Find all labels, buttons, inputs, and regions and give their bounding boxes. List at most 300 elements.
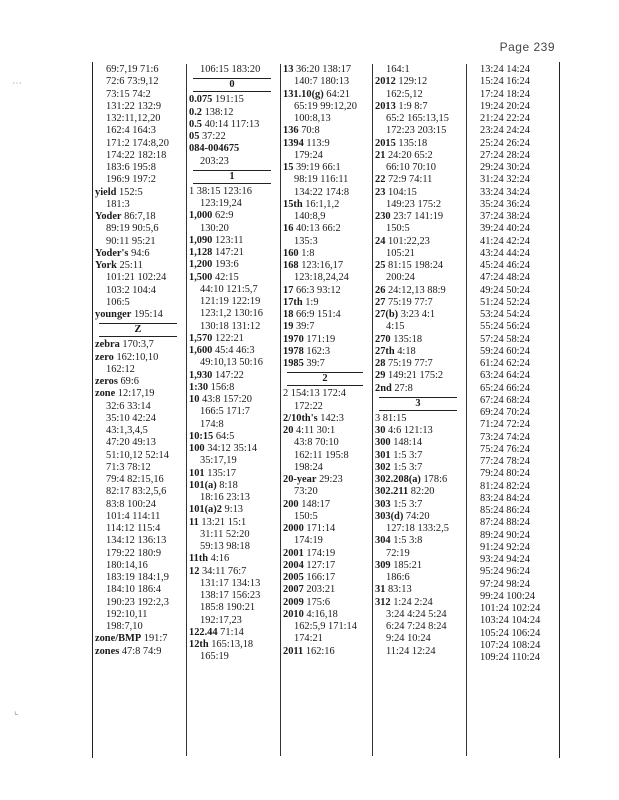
index-continuation-line bbox=[469, 162, 557, 174]
index-term: 101 bbox=[189, 467, 205, 479]
page-line-refs: 183:19 184:1,9 bbox=[106, 572, 169, 583]
column-divider bbox=[466, 64, 467, 756]
index-continuation-line bbox=[95, 609, 185, 621]
index-entry bbox=[283, 597, 371, 609]
page-line-refs: 83:24 84:24 bbox=[480, 492, 530, 504]
index-continuation-line bbox=[469, 321, 557, 333]
index-entry bbox=[189, 394, 279, 406]
index-entry bbox=[375, 499, 465, 511]
index-term: 2010 bbox=[283, 608, 304, 620]
index-term: 13 bbox=[283, 64, 294, 75]
index-continuation-line bbox=[283, 462, 371, 474]
index-continuation-line bbox=[95, 621, 185, 633]
page-line-refs: 165:13,18 bbox=[208, 639, 254, 650]
index-term: 2nd bbox=[375, 382, 392, 394]
page-line-refs: 162:11 195:8 bbox=[294, 449, 349, 461]
index-term: 17 bbox=[283, 284, 294, 296]
page-line-refs: 67:24 68:24 bbox=[480, 394, 530, 406]
page-line-refs: 192:17,23 bbox=[200, 614, 242, 626]
page-line-refs: 51:10,12 52:14 bbox=[106, 449, 169, 461]
index-term: 2015 bbox=[375, 137, 396, 149]
page-line-refs: 114:12 115:4 bbox=[106, 523, 161, 534]
index-entry bbox=[283, 499, 371, 511]
page-line-refs: 23:7 141:19 bbox=[390, 211, 444, 222]
index-continuation-line bbox=[469, 174, 557, 186]
page-line-refs: 175:6 bbox=[303, 596, 331, 608]
page-line-refs: 1:8 bbox=[298, 247, 315, 259]
index-continuation-line bbox=[189, 529, 279, 541]
index-continuation-line bbox=[189, 198, 279, 210]
index-entry bbox=[189, 345, 279, 357]
index-entry bbox=[283, 248, 371, 260]
index-entry bbox=[189, 247, 279, 259]
page-line-refs: 101:24 102:24 bbox=[480, 603, 541, 614]
index-term: 2005 bbox=[283, 572, 304, 583]
index-term: 28 bbox=[375, 358, 386, 369]
index-term: zone bbox=[95, 388, 116, 400]
page-line-refs: 17:24 18:24 bbox=[480, 88, 530, 100]
index-continuation-line bbox=[189, 223, 279, 235]
index-entry bbox=[375, 150, 465, 162]
page-line-refs: 179:22 180:9 bbox=[106, 547, 162, 559]
page-line-refs: 11:24 12:24 bbox=[386, 645, 436, 657]
page-line-refs: 51:24 52:24 bbox=[480, 296, 530, 308]
index-term: 300 bbox=[375, 437, 391, 449]
page-line-refs: 41:24 42:24 bbox=[480, 235, 530, 247]
page-line-refs: 1:9 8:7 bbox=[395, 100, 428, 112]
index-continuation-line bbox=[95, 450, 185, 462]
index-entry bbox=[375, 511, 465, 523]
index-term: 1985 bbox=[283, 358, 304, 369]
index-continuation-line bbox=[283, 437, 371, 449]
index-entry bbox=[189, 259, 279, 271]
index-term: zones bbox=[95, 645, 120, 657]
index-entry bbox=[283, 646, 371, 658]
page-line-refs: 149:21 175:2 bbox=[385, 370, 444, 382]
index-continuation-line bbox=[95, 364, 185, 376]
index-entry bbox=[375, 334, 465, 346]
index-term: 2/10th's bbox=[283, 412, 318, 424]
index-continuation-line bbox=[95, 101, 185, 113]
index-term: York bbox=[95, 260, 117, 271]
index-continuation-line bbox=[95, 285, 185, 297]
page-line-refs: 27:24 28:24 bbox=[480, 149, 530, 161]
page-line-refs: 162:5,12 bbox=[386, 88, 423, 100]
page-line-refs: 113:9 bbox=[303, 137, 330, 149]
index-term: 101(a) bbox=[189, 479, 217, 491]
index-entry bbox=[189, 143, 279, 155]
index-entry bbox=[375, 560, 465, 572]
page-line-refs: 3:23 4:1 bbox=[398, 309, 436, 320]
page-line-refs: 19:24 20:24 bbox=[480, 100, 530, 112]
index-continuation-line bbox=[283, 535, 371, 547]
page-line-refs: 101:22,23 bbox=[385, 235, 430, 247]
page-line-refs: 135:3 bbox=[294, 235, 318, 247]
index-entry bbox=[189, 119, 279, 131]
page-line-refs: 185:21 bbox=[390, 559, 423, 571]
index-continuation-line bbox=[189, 357, 279, 369]
index-entry bbox=[375, 462, 465, 474]
page-line-refs: 35:10 42:24 bbox=[106, 412, 156, 424]
page-line-refs: 95:24 96:24 bbox=[480, 566, 530, 578]
index-entry bbox=[189, 235, 279, 247]
page-line-refs: 174:22 182:18 bbox=[106, 149, 167, 161]
page-line-refs: 24:12,13 88:9 bbox=[385, 284, 446, 296]
page-line-refs: 1:24 2:24 bbox=[390, 596, 433, 608]
index-continuation-line bbox=[189, 406, 279, 418]
page-line-refs: 190:23 192:2,3 bbox=[106, 596, 169, 608]
page-line-refs: 61:24 62:24 bbox=[480, 358, 530, 369]
index-column-5 bbox=[469, 64, 557, 760]
page-line-refs: 89:24 90:24 bbox=[480, 529, 530, 541]
index-continuation-line bbox=[469, 395, 557, 407]
page-line-refs: 29:24 30:24 bbox=[480, 162, 530, 173]
index-continuation-line bbox=[469, 432, 557, 444]
index-continuation-line bbox=[375, 633, 465, 645]
page-line-refs: 66:10 70:10 bbox=[386, 162, 436, 173]
index-entry bbox=[283, 223, 371, 235]
index-continuation-line bbox=[189, 321, 279, 333]
index-continuation-line bbox=[469, 615, 557, 627]
index-continuation-line bbox=[469, 481, 557, 493]
index-continuation-line bbox=[469, 591, 557, 603]
index-entry bbox=[375, 101, 465, 113]
page-line-refs: 131:22 132:9 bbox=[106, 100, 162, 112]
page-line-refs: 8:18 bbox=[216, 479, 238, 491]
page-line-refs: 149:23 175:2 bbox=[386, 198, 442, 210]
index-continuation-line bbox=[189, 296, 279, 308]
page-line-refs: 79:4 82:15,16 bbox=[106, 474, 164, 485]
index-term: 303(d) bbox=[375, 510, 404, 522]
page-line-refs: 44:10 121:5,7 bbox=[200, 283, 258, 295]
page-line-refs: 18:16 23:13 bbox=[200, 492, 250, 503]
index-term: 309 bbox=[375, 559, 391, 571]
index-continuation-line bbox=[95, 462, 185, 474]
index-continuation-line bbox=[95, 150, 185, 162]
index-continuation-line bbox=[469, 456, 557, 468]
index-entry bbox=[283, 297, 371, 309]
index-continuation-line bbox=[375, 125, 465, 137]
index-continuation-line bbox=[469, 603, 557, 615]
index-entry bbox=[375, 297, 465, 309]
page-line-refs: 72:9 74:11 bbox=[385, 174, 433, 186]
index-continuation-line bbox=[283, 272, 371, 284]
index-entry bbox=[283, 64, 371, 76]
index-term: Yoder bbox=[95, 211, 122, 222]
index-continuation-line bbox=[469, 407, 557, 419]
index-entry bbox=[189, 94, 279, 106]
page-line-refs: 39:19 66:1 bbox=[293, 162, 341, 173]
section-letter-heading: Z bbox=[99, 323, 177, 337]
index-continuation-line bbox=[375, 89, 465, 101]
index-term: 122.44 bbox=[189, 626, 218, 638]
page-line-refs: 174:19 bbox=[294, 535, 323, 547]
section-letter-heading: 2 bbox=[287, 372, 363, 386]
section-letter-heading: 0 bbox=[193, 78, 271, 92]
index-continuation-line bbox=[95, 548, 185, 560]
index-entry bbox=[189, 639, 279, 651]
index-entry bbox=[189, 333, 279, 345]
index-continuation-line bbox=[375, 646, 465, 658]
index-term: 200 bbox=[283, 498, 299, 510]
index-continuation-line bbox=[283, 150, 371, 162]
page-line-refs: 43:8 157:20 bbox=[199, 394, 252, 405]
index-column-2 bbox=[189, 64, 279, 760]
page-line-refs: 130:20 bbox=[200, 222, 229, 234]
index-continuation-line bbox=[283, 401, 371, 413]
index-term: 27(b) bbox=[375, 309, 399, 320]
index-term: 1,570 bbox=[189, 332, 213, 344]
page-line-refs: 83:13 bbox=[385, 584, 412, 596]
page-line-refs: 1:5 3:7 bbox=[390, 461, 423, 473]
index-entry bbox=[189, 382, 279, 394]
index-column-3 bbox=[283, 64, 371, 760]
index-entry bbox=[283, 523, 371, 535]
index-term: 1,200 bbox=[189, 259, 213, 271]
page-line-refs: 59:13 98:18 bbox=[200, 541, 250, 552]
index-term: 1978 bbox=[283, 345, 304, 357]
index-continuation-line bbox=[469, 554, 557, 566]
page-line-refs: 31:11 52:20 bbox=[200, 528, 250, 540]
column-divider bbox=[280, 64, 281, 756]
page-line-refs: 134:22 174:8 bbox=[294, 186, 350, 198]
page-line-refs: 43:1,3,4,5 bbox=[106, 425, 148, 436]
page-line-refs: 106:5 bbox=[106, 296, 130, 308]
page-line-refs: 4:18 bbox=[394, 345, 416, 357]
index-entry bbox=[283, 89, 371, 101]
index-entry bbox=[375, 383, 465, 395]
page-line-refs: 43:8 70:10 bbox=[294, 437, 339, 449]
page-line-refs: 27:8 bbox=[391, 382, 413, 394]
index-entry bbox=[189, 431, 279, 443]
page-line-refs: 1:9 bbox=[302, 296, 319, 308]
index-entry bbox=[189, 504, 279, 516]
index-continuation-line bbox=[283, 236, 371, 248]
index-continuation-line bbox=[469, 138, 557, 150]
page-line-refs: 4:6 121:13 bbox=[385, 425, 433, 436]
page-line-refs: 57:24 58:24 bbox=[480, 333, 530, 345]
index-entry bbox=[375, 437, 465, 449]
page-line-refs: 184:10 186:4 bbox=[106, 584, 162, 596]
index-entry bbox=[189, 272, 279, 284]
index-term: 10:15 bbox=[189, 430, 214, 442]
index-term: 05 bbox=[189, 131, 200, 142]
index-term: 20 bbox=[283, 425, 294, 436]
index-continuation-line bbox=[95, 425, 185, 437]
index-entry bbox=[189, 107, 279, 119]
index-continuation-line bbox=[469, 542, 557, 554]
index-entry bbox=[95, 309, 185, 321]
index-entry bbox=[375, 211, 465, 223]
page-line-refs: 71:14 bbox=[217, 626, 244, 638]
page-line-refs: 4:11 30:1 bbox=[293, 425, 336, 436]
page-line-refs: 73:15 74:2 bbox=[106, 88, 151, 100]
column-divider bbox=[186, 64, 187, 756]
index-continuation-line bbox=[469, 125, 557, 137]
page-line-refs: 64:21 bbox=[323, 88, 350, 100]
index-continuation-line bbox=[469, 566, 557, 578]
page-line-refs: 81:15 198:24 bbox=[385, 260, 444, 271]
page-line-refs: 165:19 bbox=[200, 651, 229, 663]
page-line-refs: 135:17 bbox=[204, 467, 237, 479]
index-entry bbox=[375, 535, 465, 547]
page-line-refs: 13:21 15:1 bbox=[198, 516, 247, 528]
index-term: 11 bbox=[189, 516, 199, 528]
page-line-refs: 1:5 3:7 bbox=[390, 498, 423, 510]
page-line-refs: 39:7 bbox=[303, 358, 325, 369]
page-line-refs: 25:11 bbox=[116, 260, 143, 271]
page-line-refs: 135:18 bbox=[395, 137, 428, 149]
index-term: 312 bbox=[375, 596, 391, 608]
index-entry bbox=[375, 285, 465, 297]
page-line-refs: 63:24 64:24 bbox=[480, 370, 530, 382]
index-term: zeros bbox=[95, 376, 118, 387]
index-continuation-line bbox=[469, 358, 557, 370]
index-term: 303 bbox=[375, 498, 391, 510]
page-line-refs: 49:10,13 50:16 bbox=[200, 357, 263, 369]
index-continuation-line bbox=[95, 223, 185, 235]
page-line-refs: 148:14 bbox=[390, 437, 423, 449]
page-line-refs: 162:12 bbox=[106, 363, 135, 375]
page-line-refs: 86:7,18 bbox=[121, 211, 156, 222]
index-term: 24 bbox=[375, 235, 386, 247]
index-entry bbox=[95, 248, 185, 260]
index-continuation-line bbox=[469, 346, 557, 358]
page-line-refs: 83:8 100:24 bbox=[106, 498, 156, 510]
index-continuation-line bbox=[375, 548, 465, 560]
page-line-refs: 93:24 94:24 bbox=[480, 554, 530, 565]
page-line-refs: 196:9 197:2 bbox=[106, 174, 156, 186]
index-term: 0.5 bbox=[189, 118, 202, 130]
index-entry bbox=[375, 584, 465, 596]
page-line-refs: 152:5 bbox=[116, 186, 143, 198]
page-line-refs: 25:24 26:24 bbox=[480, 137, 530, 149]
index-continuation-line bbox=[189, 64, 279, 76]
index-entry bbox=[95, 352, 185, 364]
page-line-refs: 53:24 54:24 bbox=[480, 309, 530, 320]
page-line-refs: 195:14 bbox=[131, 309, 163, 320]
page-line-refs: 9:13 bbox=[221, 504, 243, 516]
index-entry bbox=[283, 321, 371, 333]
page-line-refs: 59:24 60:24 bbox=[480, 345, 530, 357]
index-entry bbox=[189, 627, 279, 639]
page-line-refs: 4:16,18 bbox=[303, 608, 338, 620]
page-line-refs: 104:15 bbox=[385, 186, 417, 198]
page-line-refs: 39:7 bbox=[293, 321, 315, 333]
index-continuation-line bbox=[283, 486, 371, 498]
index-continuation-line bbox=[95, 236, 185, 248]
index-entry bbox=[283, 413, 371, 425]
index-term: 2000 bbox=[283, 523, 304, 534]
index-term: 17th bbox=[283, 296, 303, 308]
index-continuation-line bbox=[283, 174, 371, 186]
page-line-refs: 31:24 32:24 bbox=[480, 174, 530, 186]
page-line-refs: 123:19,24 bbox=[200, 198, 242, 209]
index-continuation-line bbox=[95, 535, 185, 547]
page-line-refs: 65:19 99:12,20 bbox=[294, 100, 357, 112]
index-term: 2004 bbox=[283, 559, 304, 571]
page-line-refs: 90:11 95:21 bbox=[106, 235, 156, 247]
index-entry bbox=[283, 358, 371, 370]
index-term: 10 bbox=[189, 394, 200, 405]
page-line-refs: 81:24 82:24 bbox=[480, 480, 530, 492]
index-continuation-line bbox=[469, 260, 557, 272]
page-line-refs: 3 81:15 bbox=[375, 412, 407, 424]
index-continuation-line bbox=[469, 272, 557, 284]
index-continuation-line bbox=[469, 248, 557, 260]
page-line-refs: 138:12 bbox=[202, 106, 234, 118]
page-line-refs: 123:1,2 130:16 bbox=[200, 308, 263, 320]
index-continuation-line bbox=[469, 187, 557, 199]
index-continuation-line bbox=[95, 297, 185, 309]
index-entry bbox=[95, 376, 185, 388]
index-continuation-line bbox=[469, 530, 557, 542]
index-term: 12 bbox=[189, 565, 200, 577]
page-line-refs: 148:17 bbox=[298, 498, 331, 510]
page-line-refs: 162:4 164:3 bbox=[106, 125, 156, 137]
index-term: 20-year bbox=[283, 474, 317, 485]
index-term: 26 bbox=[375, 284, 386, 296]
index-term: 131.10(g) bbox=[283, 88, 324, 100]
index-entry bbox=[95, 211, 185, 223]
index-continuation-line bbox=[469, 640, 557, 652]
index-column-1 bbox=[95, 64, 185, 760]
index-term: 25 bbox=[375, 260, 386, 271]
index-continuation-line bbox=[189, 492, 279, 504]
index-continuation-line bbox=[375, 621, 465, 633]
index-continuation-line bbox=[189, 651, 279, 663]
page-line-refs: 156:8 bbox=[208, 381, 235, 393]
index-entry bbox=[283, 572, 371, 584]
index-continuation-line bbox=[95, 499, 185, 511]
index-continuation-line bbox=[283, 511, 371, 523]
page-line-refs: 172:23 203:15 bbox=[386, 125, 447, 137]
index-term: 18 bbox=[283, 309, 294, 320]
page-line-refs: 1 38:15 123:16 bbox=[189, 185, 252, 197]
index-continuation-line bbox=[469, 236, 557, 248]
index-continuation-line bbox=[283, 211, 371, 223]
index-entry bbox=[283, 548, 371, 560]
index-entry bbox=[375, 358, 465, 370]
page-line-refs: 1:5 3:8 bbox=[390, 535, 423, 547]
page-line-refs: 135:18 bbox=[390, 333, 423, 345]
index-continuation-line bbox=[283, 113, 371, 125]
page-line-refs: 100:8,13 bbox=[294, 113, 331, 124]
index-term: 19 bbox=[283, 321, 294, 333]
index-term: 1,090 bbox=[189, 234, 213, 246]
index-continuation-line bbox=[95, 560, 185, 572]
index-continuation-line bbox=[469, 468, 557, 480]
page-line-refs: 45:24 46:24 bbox=[480, 260, 530, 271]
index-term: 1,930 bbox=[189, 369, 213, 381]
section-letter-heading: 1 bbox=[193, 170, 271, 184]
page-line-refs: 42:15 bbox=[212, 271, 239, 283]
index-term: 2011 bbox=[283, 645, 304, 657]
page-line-refs: 150:5 bbox=[294, 510, 318, 522]
index-entry bbox=[95, 339, 185, 351]
page-line-refs: 73:24 74:24 bbox=[480, 431, 530, 443]
index-term: 15th bbox=[283, 198, 303, 210]
index-entry bbox=[283, 138, 371, 150]
index-entry bbox=[375, 76, 465, 88]
index-continuation-line bbox=[189, 541, 279, 553]
index-continuation-line bbox=[189, 455, 279, 467]
index-term: 1,128 bbox=[189, 247, 213, 258]
page-line-refs: 45:4 46:3 bbox=[212, 345, 255, 356]
page-line-refs: 15:24 16:24 bbox=[480, 76, 530, 88]
index-continuation-line bbox=[469, 505, 557, 517]
index-entry bbox=[283, 560, 371, 572]
